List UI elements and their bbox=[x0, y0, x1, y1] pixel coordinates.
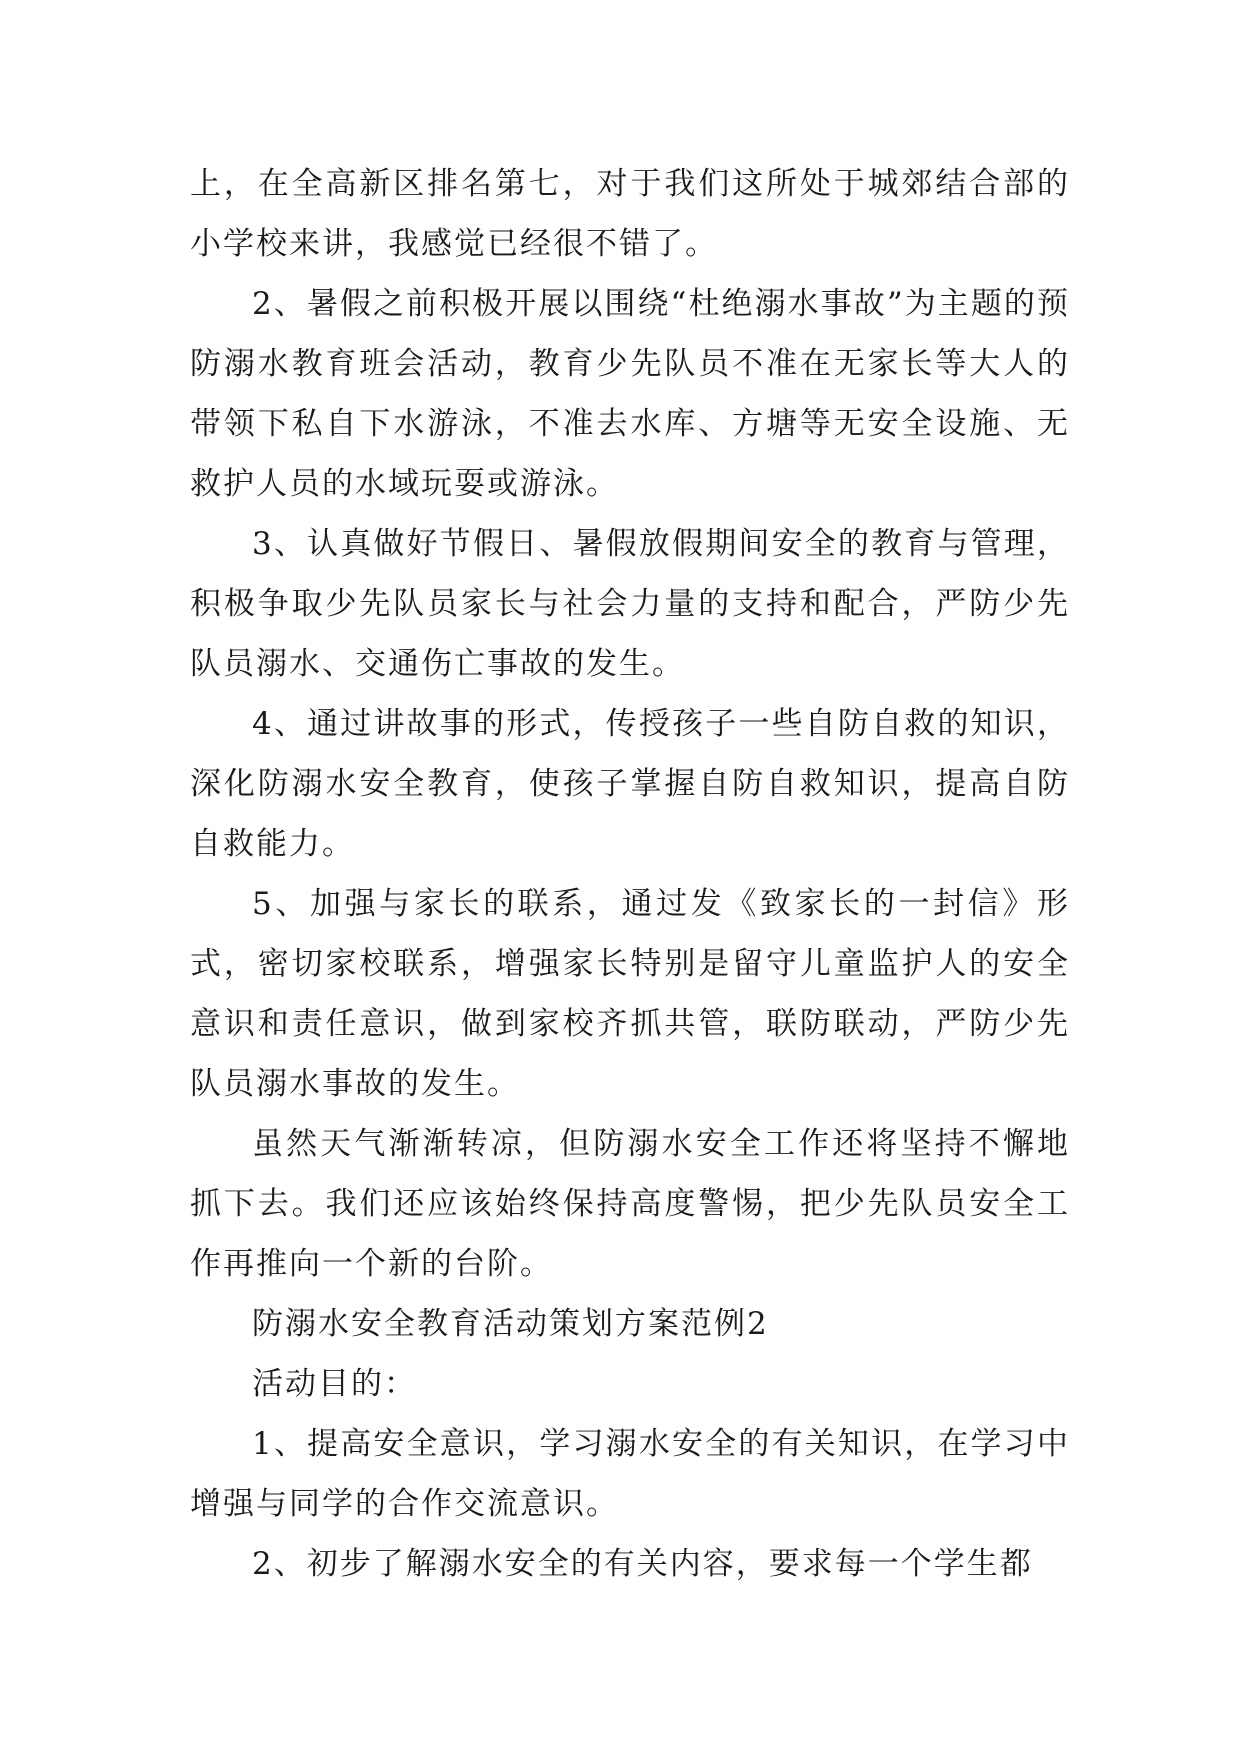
document-body bbox=[190, 154, 1070, 1594]
paragraph-continuation: 上，在全高新区排名第七，对于我们这所处于城郊结合部的小学校来讲，我感觉已经很不错了。 bbox=[190, 166, 1070, 262]
goal-item-1: 1、提高安全意识，学习溺水安全的有关知识，在学习中增强与同学的合作交流意识。 bbox=[190, 1426, 1070, 1522]
paragraph-item-3: 3、认真做好节假日、暑假放假期间安全的教育与管理，积极争取少先队员家长与社会力量的支持和配合，严防少先队员溺水、交通伤亡事故的发生。 bbox=[190, 526, 1070, 682]
goal-item-2: 2、初步了解溺水安全的有关内容，要求每一个学生都 bbox=[252, 1546, 1033, 1582]
paragraph-item-2: 2、暑假之前积极开展以围绕“杜绝溺水事故”为主题的预防溺水教育班会活动，教育少先队员不准在无家长等大人的带领下私自下水游泳，不准去水库、方塘等无安全设施、无救护人员的水域玩耍或游泳。 bbox=[190, 286, 1070, 502]
subsection-label: 活动目的： bbox=[252, 1366, 417, 1402]
paragraph-item-5: 5、加强与家长的联系，通过发《致家长的一封信》形式，密切家校联系，增强家长特别是留守儿童监护人的安全意识和责任意识，做到家校齐抓共管，联防联动，严防少先队员溺水事故的发生。 bbox=[190, 886, 1070, 1102]
section-heading: 防溺水安全教育活动策划方案范例2 bbox=[252, 1306, 769, 1342]
paragraph-conclusion: 虽然天气渐渐转凉，但防溺水安全工作还将坚持不懈地抓下去。我们还应该始终保持高度警惕，把少先队员安全工作再推向一个新的台阶。 bbox=[190, 1126, 1070, 1282]
paragraph-item-4: 4、通过讲故事的形式，传授孩子一些自防自救的知识，深化防溺水安全教育，使孩子掌握自防自救知识，提高自防自救能力。 bbox=[190, 706, 1070, 862]
